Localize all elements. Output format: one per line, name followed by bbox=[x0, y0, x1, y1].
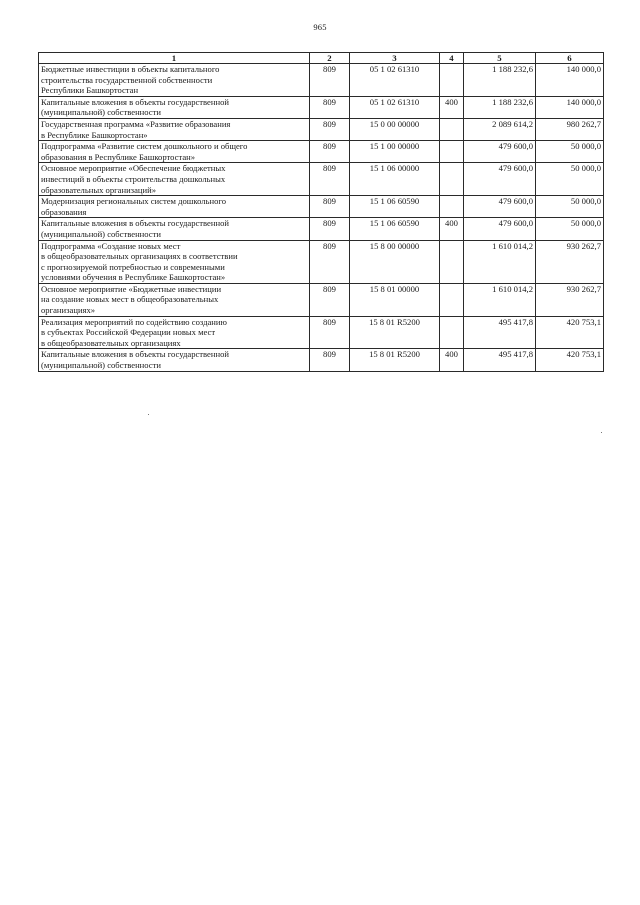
cell-sum-second: 980 262,7 bbox=[536, 118, 604, 140]
cell-name: Модернизация региональных систем дошкольного образования bbox=[39, 196, 310, 218]
cell-ministry: 809 bbox=[310, 240, 350, 283]
cell-ministry: 809 bbox=[310, 283, 350, 316]
cell-ministry: 809 bbox=[310, 163, 350, 196]
column-header-target-code: 3 bbox=[350, 53, 440, 64]
cell-target-code: 15 8 01 R5200 bbox=[350, 349, 440, 371]
table-row bbox=[39, 349, 604, 371]
cell-target-code: 15 1 06 60590 bbox=[350, 218, 440, 240]
column-header-ministry: 2 bbox=[310, 53, 350, 64]
cell-ministry: 809 bbox=[310, 64, 350, 97]
cell-target-code: 05 1 02 61310 bbox=[350, 64, 440, 97]
cell-sum-first: 2 089 614,2 bbox=[464, 118, 536, 140]
cell-sum-first: 495 417,8 bbox=[464, 316, 536, 349]
cell-name: Капитальные вложения в объекты государственной (муниципальной) собственности bbox=[39, 349, 310, 371]
table-header bbox=[39, 53, 604, 64]
cell-expense-type: 400 bbox=[440, 96, 464, 118]
cell-sum-second: 50 000,0 bbox=[536, 196, 604, 218]
column-header-name: 1 bbox=[39, 53, 310, 64]
cell-name: Капитальные вложения в объекты государственной (муниципальной) собственности bbox=[39, 96, 310, 118]
cell-name: Основное мероприятие «Бюджетные инвестиции на создание новых мест в общеобразовательных организациях» bbox=[39, 283, 310, 316]
cell-target-code: 05 1 02 61310 bbox=[350, 96, 440, 118]
cell-target-code: 15 1 06 60590 bbox=[350, 196, 440, 218]
cell-sum-second: 420 753,1 bbox=[536, 349, 604, 371]
cell-ministry: 809 bbox=[310, 141, 350, 163]
cell-name: Основное мероприятие «Обеспечение бюджетных инвестиций в объекты строительства дошкольных образовательных организаций» bbox=[39, 163, 310, 196]
cell-sum-second: 930 262,7 bbox=[536, 283, 604, 316]
cell-expense-type: 400 bbox=[440, 218, 464, 240]
cell-expense-type bbox=[440, 196, 464, 218]
scan-artifact bbox=[601, 432, 602, 433]
cell-sum-first: 1 188 232,6 bbox=[464, 64, 536, 97]
table-row bbox=[39, 283, 604, 316]
cell-name: Подпрограмма «Развитие систем дошкольного и общего образования в Республике Башкортостан» bbox=[39, 141, 310, 163]
cell-target-code: 15 8 01 00000 bbox=[350, 283, 440, 316]
cell-ministry: 809 bbox=[310, 96, 350, 118]
cell-sum-second: 420 753,1 bbox=[536, 316, 604, 349]
cell-sum-first: 1 188 232,6 bbox=[464, 96, 536, 118]
header-row bbox=[39, 53, 604, 64]
cell-expense-type: 400 bbox=[440, 349, 464, 371]
cell-sum-second: 140 000,0 bbox=[536, 96, 604, 118]
cell-sum-first: 479 600,0 bbox=[464, 141, 536, 163]
cell-sum-first: 479 600,0 bbox=[464, 196, 536, 218]
cell-sum-second: 50 000,0 bbox=[536, 218, 604, 240]
cell-sum-second: 930 262,7 bbox=[536, 240, 604, 283]
table-row bbox=[39, 196, 604, 218]
table-body bbox=[39, 64, 604, 372]
cell-ministry: 809 bbox=[310, 196, 350, 218]
cell-target-code: 15 8 00 00000 bbox=[350, 240, 440, 283]
cell-target-code: 15 1 06 00000 bbox=[350, 163, 440, 196]
page-number: 965 bbox=[313, 22, 327, 32]
table-row bbox=[39, 316, 604, 349]
cell-expense-type bbox=[440, 141, 464, 163]
cell-target-code: 15 8 01 R5200 bbox=[350, 316, 440, 349]
cell-expense-type bbox=[440, 118, 464, 140]
cell-expense-type bbox=[440, 163, 464, 196]
cell-sum-first: 1 610 014,2 bbox=[464, 240, 536, 283]
cell-sum-first: 1 610 014,2 bbox=[464, 283, 536, 316]
cell-sum-first: 495 417,8 bbox=[464, 349, 536, 371]
cell-expense-type bbox=[440, 64, 464, 97]
cell-sum-second: 50 000,0 bbox=[536, 141, 604, 163]
table-row bbox=[39, 118, 604, 140]
cell-sum-second: 50 000,0 bbox=[536, 163, 604, 196]
table-row bbox=[39, 141, 604, 163]
table-row bbox=[39, 96, 604, 118]
cell-sum-first: 479 600,0 bbox=[464, 218, 536, 240]
cell-ministry: 809 bbox=[310, 349, 350, 371]
budget-table bbox=[38, 52, 604, 372]
table-row bbox=[39, 64, 604, 97]
column-header-sum-second: 6 bbox=[536, 53, 604, 64]
cell-expense-type bbox=[440, 240, 464, 283]
cell-target-code: 15 0 00 00000 bbox=[350, 118, 440, 140]
cell-target-code: 15 1 00 00000 bbox=[350, 141, 440, 163]
cell-expense-type bbox=[440, 283, 464, 316]
cell-ministry: 809 bbox=[310, 118, 350, 140]
cell-name: Государственная программа «Развитие образования в Республике Башкортостан» bbox=[39, 118, 310, 140]
cell-sum-second: 140 000,0 bbox=[536, 64, 604, 97]
cell-name: Капитальные вложения в объекты государственной (муниципальной) собственности bbox=[39, 218, 310, 240]
cell-ministry: 809 bbox=[310, 218, 350, 240]
table-row bbox=[39, 240, 604, 283]
cell-expense-type bbox=[440, 316, 464, 349]
column-header-expense-type: 4 bbox=[440, 53, 464, 64]
scan-artifact bbox=[148, 414, 149, 415]
cell-ministry: 809 bbox=[310, 316, 350, 349]
column-header-sum-first: 5 bbox=[464, 53, 536, 64]
cell-name: Бюджетные инвестиции в объекты капитального строительства государственной собственности Республики Башкортостан bbox=[39, 64, 310, 97]
table-row bbox=[39, 163, 604, 196]
table-row bbox=[39, 218, 604, 240]
cell-sum-first: 479 600,0 bbox=[464, 163, 536, 196]
cell-name: Реализация мероприятий по содействию созданию в субъектах Российской Федерации новых мест в общеобразовательных организациях bbox=[39, 316, 310, 349]
cell-name: Подпрограмма «Создание новых мест в общеобразовательных организациях в соответствии с прогнозируемой потребностью и современными условиями обучения в Республике Башкортостан» bbox=[39, 240, 310, 283]
